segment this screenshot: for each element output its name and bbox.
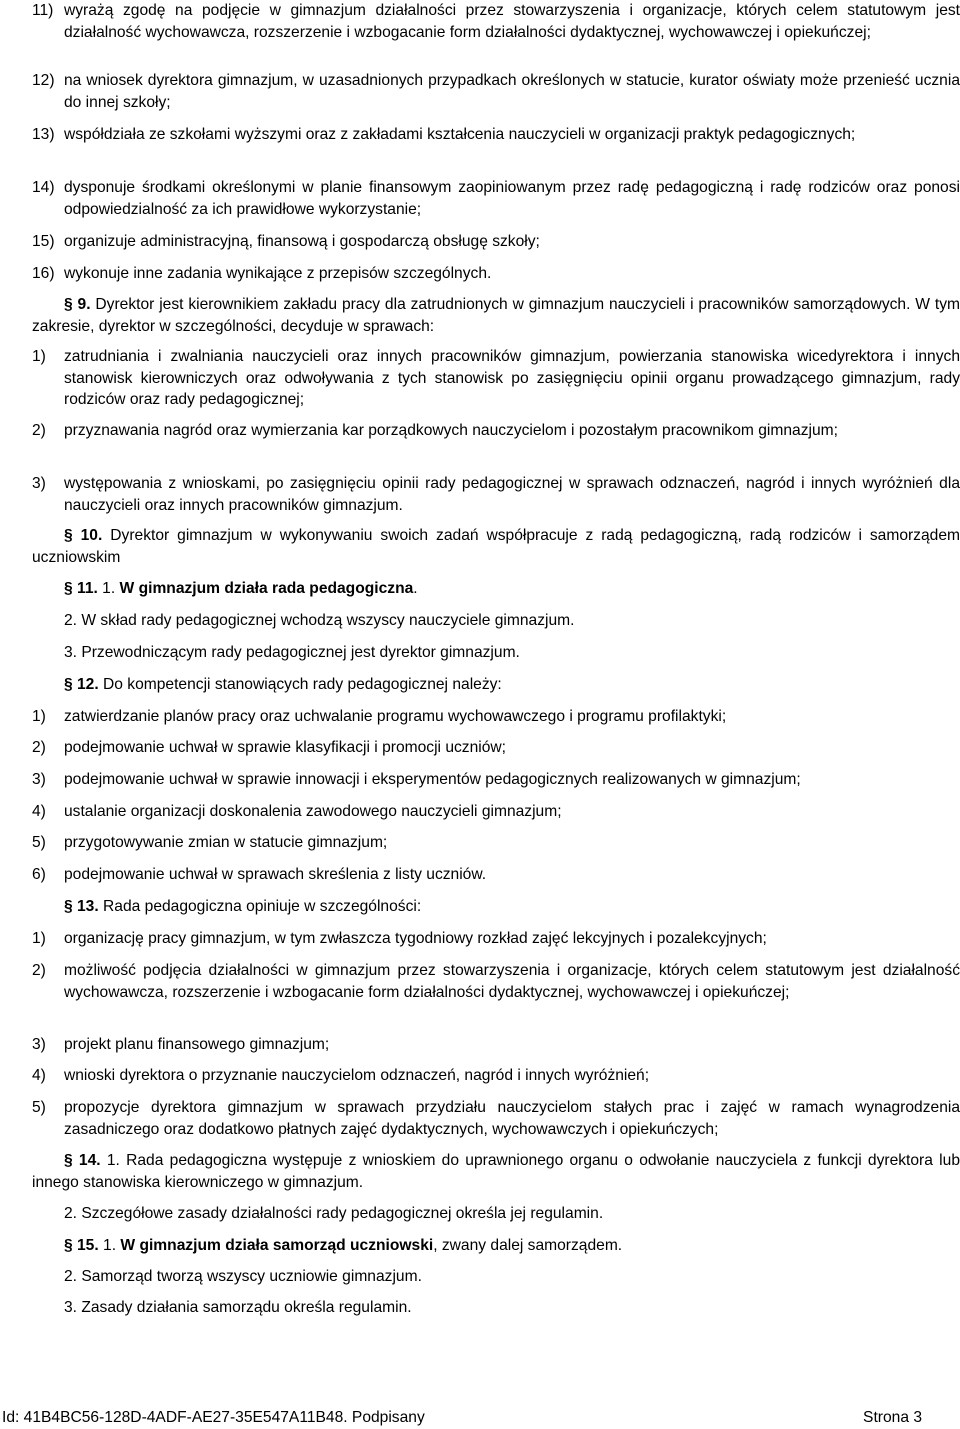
paragraph-text: Do kompetencji stanowiących rady pedagogicznej należy:	[103, 676, 502, 693]
item-number: 12)	[32, 72, 55, 89]
list-item	[32, 1097, 960, 1140]
item-text: dysponuje środkami określonymi w planie finansowym zaopiniowanym przez radę pedagogiczną i radę rodziców oraz ponosi odpowiedzialność za ich prawidłowe wykorzystanie;	[64, 179, 960, 218]
paragraph-s15-3: 3. Zasady działania samorządu określa regulamin.	[64, 1299, 412, 1316]
paragraph-s14-1	[32, 1150, 960, 1193]
paragraph-number: 1.	[102, 580, 116, 597]
item-number: 2)	[32, 962, 46, 979]
section-sign: § 10.	[64, 527, 103, 544]
list-item	[32, 473, 960, 516]
paragraph-s11-3: 3. Przewodniczącym rady pedagogicznej jest dyrektor gimnazjum.	[64, 644, 520, 661]
item-text: propozycje dyrektora gimnazjum w sprawach przydziału nauczycielom stałych prac i zajęć w ramach wynagrodzenia zasadniczego oraz dodatkowo płatnych zajęć dydaktycznych, wychowawczych i opiekuńczych;	[64, 1099, 960, 1138]
list-item	[32, 864, 960, 886]
item-text: możliwość podjęcia działalności w gimnazjum przez stowarzyszenia i organizacje, których celem statutowym jest działalność wychowawcza, rozszerzenie i wzbogacanie form działalności dydaktycznej, wychowawczej i opiekuńczej;	[64, 962, 960, 1001]
section-sign: § 11.	[64, 580, 98, 597]
item-text: podejmowanie uchwał w sprawie klasyfikacji i promocji uczniów;	[64, 739, 507, 756]
list-item	[32, 769, 960, 791]
paragraph-s11-2: 2. W skład rady pedagogicznej wchodzą wszyscy nauczyciele gimnazjum.	[64, 612, 575, 629]
item-number: 14)	[32, 179, 55, 196]
item-text: występowania z wnioskami, po zasięgnięciu opinii rady pedagogicznej w sprawach odznaczeń, nagród i innych wyróżnień dla nauczycieli oraz innych pracowników gimnazjum.	[64, 475, 960, 514]
item-text: zatrudniania i zwalniania nauczycieli oraz innych pracowników gimnazjum, powierzania stanowiska wicedyrektora i innych stanowisk kierowniczych oraz odwoływania z tych stanowisk po zasięgnięciu opinii organu prowadzącego gimnazjum, rady rodziców oraz rady pedagogicznej;	[64, 348, 960, 408]
item-number: 1)	[32, 708, 46, 725]
paragraph-s15-2: 2. Samorząd tworzą wszyscy uczniowie gimnazjum.	[64, 1268, 422, 1285]
item-text: podejmowanie uchwał w sprawie innowacji i eksperymentów pedagogicznych realizowanych w gimnazjum;	[64, 771, 801, 788]
list-item	[32, 346, 960, 411]
list-item	[32, 231, 960, 253]
item-number: 3)	[32, 771, 46, 788]
paragraph-text: Rada pedagogiczna opiniuje w szczególności:	[103, 898, 422, 915]
item-text: współdziała ze szkołami wyższymi oraz z zakładami kształcenia nauczycieli w organizacji praktyk pedagogicznych;	[64, 126, 856, 143]
list-item	[32, 124, 960, 146]
list-item	[32, 928, 960, 950]
item-text: ustalanie organizacji doskonalenia zawodowego nauczycieli gimnazjum;	[64, 803, 562, 820]
item-number: 5)	[32, 1099, 46, 1116]
item-number: 6)	[32, 866, 46, 883]
item-number: 2)	[32, 739, 46, 756]
item-text: zatwierdzanie planów pracy oraz uchwalanie programu wychowawczego i programu profilaktyki;	[64, 708, 727, 725]
paragraph-s12	[64, 674, 960, 696]
section-sign: § 9.	[64, 296, 91, 313]
list-item	[32, 737, 960, 759]
section-sign: § 14.	[64, 1152, 101, 1169]
item-number: 16)	[32, 265, 55, 282]
section-sign: § 13.	[64, 898, 99, 915]
paragraph-bold-text: W gimnazjum działa samorząd uczniowski	[120, 1237, 434, 1254]
list-item	[32, 706, 960, 728]
paragraph-text: Dyrektor jest kierownikiem zakładu pracy dla zatrudnionych w gimnazjum nauczycieli i pracowników samorządowych. W tym zakresie, dyrektor w szczególności, decyduje w sprawach:	[32, 296, 960, 335]
item-number: 5)	[32, 834, 46, 851]
paragraph-number: 1.	[103, 1237, 117, 1254]
page-number: Strona 3	[863, 1409, 922, 1426]
list-item	[32, 1065, 960, 1087]
list-item	[32, 0, 960, 43]
list-item	[32, 1034, 960, 1056]
item-text: wyrażą zgodę na podjęcie w gimnazjum działalności przez stowarzyszenia i organizacje, których celem statutowym jest działalność wychowawcza, rozszerzenie i wzbogacanie form działalności dydaktycznej, wychowawczej i opiekuńczej;	[64, 2, 960, 41]
list-item	[32, 70, 960, 113]
paragraph-text: 1. Rada pedagogiczna występuje z wnioskiem do uprawnionego organu o odwołanie nauczyciela z funkcji dyrektora lub innego stanowiska kierowniczego w gimnazjum.	[32, 1152, 960, 1191]
list-item	[32, 832, 960, 854]
paragraph-text: W gimnazjum działa rada pedagogiczna	[119, 580, 414, 597]
item-number: 4)	[32, 1067, 46, 1084]
item-text: przyznawania nagród oraz wymierzania kar porządkowych nauczycielom i pozostałym pracownikom gimnazjum;	[64, 422, 838, 439]
item-number: 3)	[32, 1036, 46, 1053]
paragraph-s13	[64, 896, 960, 918]
document-id-footer: Id: 41B4BC56-128D-4ADF-AE27-35E547A11B48. Podpisany	[2, 1409, 425, 1426]
item-text: projekt planu finansowego gimnazjum;	[64, 1036, 330, 1053]
item-text: wykonuje inne zadania wynikające z przepisów szczególnych.	[64, 265, 492, 282]
item-number: 4)	[32, 803, 46, 820]
item-text: przygotowywanie zmian w statucie gimnazjum;	[64, 834, 388, 851]
list-item	[32, 177, 960, 220]
list-item	[32, 263, 960, 285]
item-text: podejmowanie uchwał w sprawach skreślenia z listy uczniów.	[64, 866, 487, 883]
item-number: 2)	[32, 422, 46, 439]
item-text: organizuje administracyjną, finansową i gospodarczą obsługę szkoły;	[64, 233, 540, 250]
item-text: wnioski dyrektora o przyznanie nauczycielom odznaczeń, nagród i innych wyróżnień;	[64, 1067, 650, 1084]
item-number: 15)	[32, 233, 55, 250]
paragraph-text: Dyrektor gimnazjum w wykonywaniu swoich zadań współpracuje z radą pedagogiczną, radą rodziców i samorządem uczniowskim	[32, 527, 960, 566]
item-text: na wniosek dyrektora gimnazjum, w uzasadnionych przypadkach określonych w statucie, kurator oświaty może przenieść ucznia do innej szkoły;	[64, 72, 960, 111]
list-item	[32, 420, 960, 442]
item-number: 3)	[32, 475, 46, 492]
item-number: 13)	[32, 126, 55, 143]
paragraph-s14-2: 2. Szczegółowe zasady działalności rady pedagogicznej określa jej regulamin.	[64, 1205, 604, 1222]
item-text: organizację pracy gimnazjum, w tym zwłaszcza tygodniowy rozkład zajęć lekcyjnych i pozalekcyjnych;	[64, 930, 767, 947]
paragraph-end: .	[413, 580, 418, 597]
item-number: 1)	[32, 930, 46, 947]
paragraph-s15-1	[64, 1235, 960, 1257]
paragraph-s10	[32, 525, 960, 568]
paragraph-text: , zwany dalej samorządem.	[433, 1237, 623, 1254]
section-sign: § 12.	[64, 676, 99, 693]
paragraph-s9	[32, 294, 960, 337]
list-item	[32, 960, 960, 1003]
item-number: 11)	[32, 2, 54, 19]
item-number: 1)	[32, 348, 46, 365]
section-sign: § 15.	[64, 1237, 99, 1254]
paragraph-s11-1	[64, 578, 960, 600]
list-item	[32, 801, 960, 823]
